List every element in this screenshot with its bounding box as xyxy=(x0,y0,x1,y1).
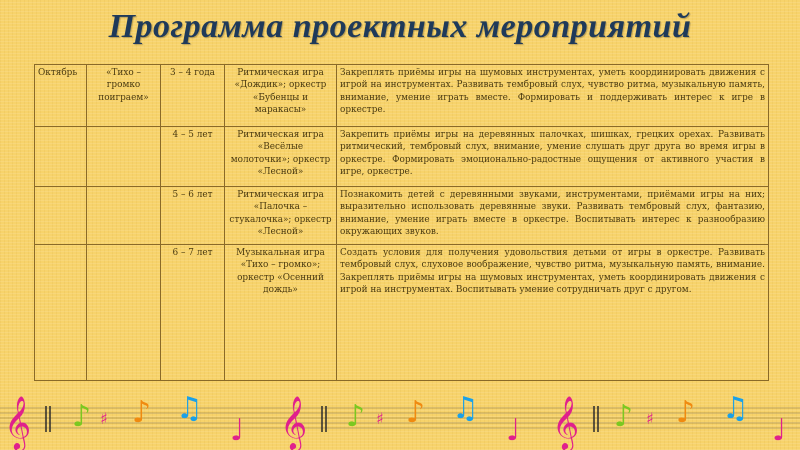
table-row xyxy=(35,127,769,187)
goals-cell: Познакомить детей с деревянными звуками, инструментами, приёмами игры на них; выразительно использовать деревянные звуки. Развивать тембровый слух, фантазию, внимание, умение играть вместе в оркестре. Воспитывать интерес к разнообразию окружающих звуков. xyxy=(337,187,769,245)
music-note-icon: ♩ xyxy=(772,413,787,448)
empty-cell xyxy=(35,187,87,245)
goals-cell: Создать условия для получения удовольствия детьми от игры в оркестре. Развивать тембровый слух, слуховое воображение, чувство ритма, музыкальную память, внимание. Закреплять приёмы игры на шумовых инструментах, уметь координировать движения с игрой на инструментах. Воспитывать умение сотрудничать друг с другом. xyxy=(337,245,769,381)
treble-clef-icon: 𝄞 xyxy=(4,395,32,449)
table-row xyxy=(35,187,769,245)
age-cell: 4 – 5 лет xyxy=(161,127,225,187)
event-program-table xyxy=(34,64,769,381)
age-cell: 5 – 6 лет xyxy=(161,187,225,245)
music-note-icon: ♫ xyxy=(452,391,479,426)
music-note-icon: ♪ xyxy=(132,395,152,430)
activity-cell: Музыкальная игра «Тихо – громко»; оркестр «Осенний дождь» xyxy=(225,245,337,381)
empty-cell xyxy=(35,245,87,381)
month-cell: Октябрь xyxy=(35,65,87,127)
sharp-icon: ♯ xyxy=(376,409,384,428)
activity-cell: Ритмическая игра «Дождик»; оркестр «Бубенцы и маракасы» xyxy=(225,65,337,127)
project-cell: «Тихо – громко поиграем» xyxy=(87,65,161,127)
table-row xyxy=(35,65,769,127)
goals-cell: Закреплять приёмы игры на шумовых инструментах, уметь координировать движения с игрой на инструментах. Развивать тембровый слух, чувство ритма, музыкальную память, внимание, умение играть вместе. Формировать и поддерживать интерес к игре в оркестре. xyxy=(337,65,769,127)
treble-clef-icon: 𝄞 xyxy=(280,395,308,449)
sharp-icon: ♯ xyxy=(100,409,108,428)
music-note-icon: ♫ xyxy=(176,391,203,426)
treble-clef-icon: 𝄞 xyxy=(552,395,580,449)
music-note-icon: ♪ xyxy=(72,399,92,434)
age-cell: 3 – 4 года xyxy=(161,65,225,127)
empty-cell xyxy=(87,245,161,381)
music-note-icon: ♫ xyxy=(722,391,749,426)
music-note-icon: ♪ xyxy=(614,399,634,434)
empty-cell xyxy=(87,187,161,245)
empty-cell xyxy=(35,127,87,187)
page-title: Программа проектных мероприятий xyxy=(108,8,692,45)
sharp-icon: ♯ xyxy=(646,409,654,428)
music-note-icon: ♪ xyxy=(406,395,426,430)
music-note-icon: ♩ xyxy=(506,413,521,448)
goals-cell: Закрепить приёмы игры на деревянных палочках, шишках, грецких орехах. Развивать ритмический, тембровый слух, внимание, умение слушать друг друга во время игры в оркестре. Формировать эмоционально-радостные ощущения от активного участия в игре, оркестре. xyxy=(337,127,769,187)
music-staff-icon xyxy=(0,380,800,450)
table-row xyxy=(35,245,769,381)
age-cell: 6 – 7 лет xyxy=(161,245,225,381)
activity-cell: Ритмическая игра «Весёлые молоточки»; оркестр «Лесной» xyxy=(225,127,337,187)
activity-cell: Ритмическая игра «Палочка – стукалочка»; оркестр «Лесной» xyxy=(225,187,337,245)
music-note-icon: ♪ xyxy=(346,399,366,434)
music-note-icon: ♪ xyxy=(676,395,696,430)
empty-cell xyxy=(87,127,161,187)
music-note-icon: ♩ xyxy=(230,413,245,448)
